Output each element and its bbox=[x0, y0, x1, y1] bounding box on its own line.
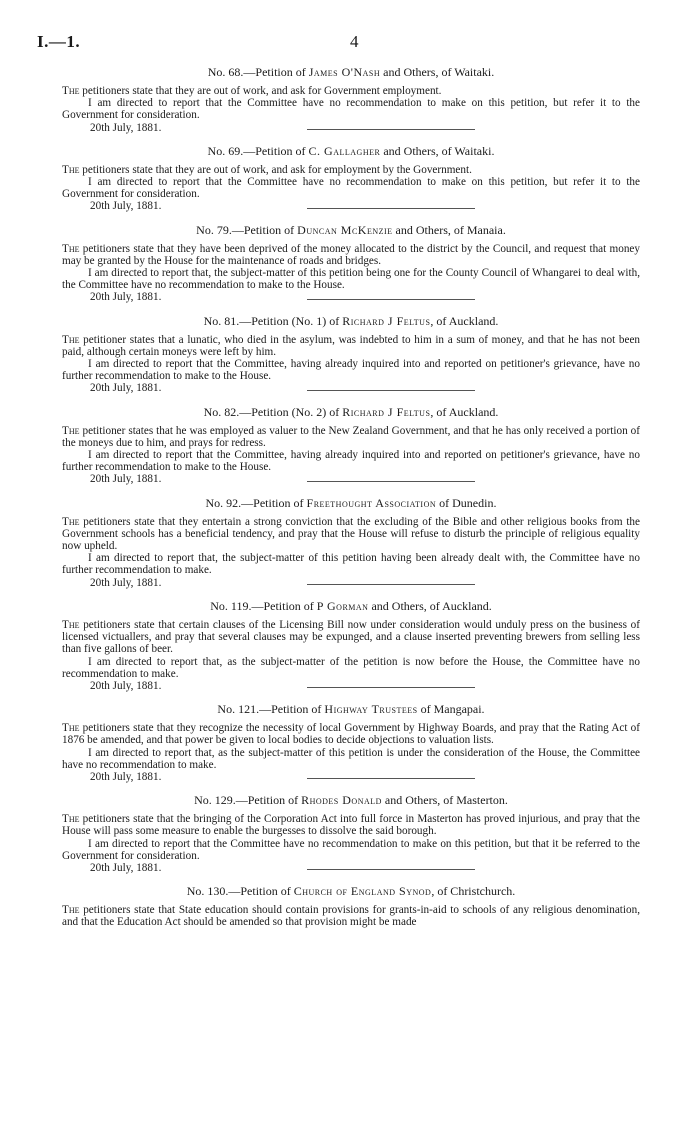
petition-number: No. 129.—Petition of bbox=[194, 793, 302, 808]
petition-number: No. 92.—Petition of bbox=[205, 495, 307, 510]
petition-origin: and Others, of Waitaki. bbox=[380, 143, 495, 158]
petition-number: No. 82.—Petition (No. 2) of bbox=[203, 404, 343, 419]
petition-origin: and Others, of Auckland. bbox=[368, 598, 492, 613]
section-divider bbox=[307, 869, 475, 870]
statement-text: petitioners state that State education should contain provisions for grants-in-aid to schools of any religious denomination, and that the Education Act should be amended so that provision might be made bbox=[62, 904, 640, 929]
petition-entry bbox=[62, 404, 640, 486]
committee-report: I am directed to report that, the subject-matter of this petition being one for the County Council of Whangarei to deal with, the Committee have no recommendation to make to the House. bbox=[62, 267, 640, 292]
statement-lead-word: The bbox=[62, 904, 80, 917]
paper-reference: I.—1. bbox=[37, 32, 81, 51]
petition-origin: and Others, of Waitaki. bbox=[380, 65, 495, 79]
report-date: 20th July, 1881. bbox=[90, 382, 162, 395]
petition-origin: , of Auckland. bbox=[430, 313, 499, 328]
petition-entry bbox=[62, 495, 640, 589]
petition-entry bbox=[62, 143, 640, 213]
petition-origin: and Others, of Manaia. bbox=[392, 222, 506, 237]
petition-statement bbox=[62, 904, 640, 928]
petition-title bbox=[62, 314, 640, 329]
committee-report: I am directed to report that the Committee have no recommendation to make on this petition, but refer it to the Government for consideration. bbox=[62, 176, 640, 201]
page-header bbox=[37, 32, 677, 54]
committee-report: I am directed to report that the Committee have no recommendation to make on this petition, but refer it to the Government for consideration. bbox=[62, 97, 640, 122]
petition-entry bbox=[62, 313, 640, 395]
petition-statement bbox=[62, 813, 640, 837]
petition-statement bbox=[62, 722, 640, 746]
statement-text: petitioners state that they have been deprived of the money allocated to the district by the Council, and request that money may be granted by the House for the maintenance of roads and bridges. bbox=[62, 242, 640, 267]
petition-number: No. 69.—Petition of bbox=[207, 143, 309, 158]
petition-title bbox=[62, 65, 640, 80]
petition-statement bbox=[62, 516, 640, 553]
statement-text: petitioners state that they recognize the necessity of local Government by Highway Boards, and pray that the Rating Act of 1876 be amended, and that power be given to local bodies to decide objections to valuation lists. bbox=[62, 722, 640, 747]
report-date: 20th July, 1881. bbox=[90, 679, 162, 692]
committee-report: I am directed to report that, the subject-matter of this petition having been already dealt with, the Committee have no further recommendation to make. bbox=[62, 552, 640, 577]
statement-lead-word: The bbox=[62, 515, 80, 528]
petition-title bbox=[62, 884, 640, 899]
petitioner-name: Highway Trustees bbox=[324, 702, 418, 717]
petition-number: No. 81.—Petition (No. 1) of bbox=[203, 313, 343, 328]
petition-entry bbox=[62, 598, 640, 692]
committee-report: I am directed to report that the Committee, having already inquired into and reported on petitioner's grievance, have no further recommendation to make to the House. bbox=[62, 449, 640, 474]
report-date: 20th July, 1881. bbox=[90, 291, 162, 304]
petition-statement bbox=[62, 243, 640, 267]
petition-title bbox=[62, 405, 640, 420]
petitioner-name: Richard J Feltus bbox=[342, 313, 431, 328]
petition-title bbox=[62, 223, 640, 238]
committee-report: I am directed to report that, as the subject-matter of the petition is now before the House, the Committee have no recommendation to make. bbox=[62, 655, 640, 680]
committee-report: I am directed to report that, as the subject-matter of this petition is under the consideration of the House, the Committee have no recommendation to make. bbox=[62, 746, 640, 771]
section-divider bbox=[307, 390, 475, 391]
petition-title bbox=[62, 702, 640, 717]
section-divider bbox=[307, 778, 475, 779]
petition-statement bbox=[62, 85, 640, 97]
petitioner-name: James O'Nash bbox=[308, 65, 381, 79]
statement-text: petitioners state that the bringing of the Corporation Act into full force in Masterton has proved injurious, and pray that the House will pass some measure to enable the burgesses to dissolve the said borough. bbox=[62, 813, 640, 838]
section-divider bbox=[307, 687, 475, 688]
statement-lead-word: The bbox=[62, 85, 80, 97]
statement-text: petitioner states that he was employed as valuer to the New Zealand Government, and that he has only received a portion of the moneys due to him, and prays for redress. bbox=[62, 424, 640, 449]
petitioner-name: Richard J Feltus bbox=[342, 404, 431, 419]
report-date: 20th July, 1881. bbox=[90, 770, 162, 783]
statement-lead-word: The bbox=[62, 618, 80, 631]
petition-origin: , of Auckland. bbox=[430, 404, 499, 419]
petition-number: No. 68.—Petition of bbox=[207, 65, 309, 79]
petitioner-name: Church of England Synod bbox=[293, 884, 432, 899]
petitions-list bbox=[62, 65, 640, 929]
petition-number: No. 79.—Petition of bbox=[196, 222, 298, 237]
petition-entry bbox=[62, 65, 640, 134]
petition-entry bbox=[62, 884, 640, 928]
petition-number: No. 119.—Petition of bbox=[210, 598, 317, 613]
statement-text: petitioners state that they are out of work, and ask for Government employment. bbox=[79, 85, 442, 97]
petition-statement bbox=[62, 164, 640, 176]
statement-text: petitioner states that a lunatic, who died in the asylum, was indebted to him in a sum of money, and that he has not been paid, although certain moneys were left by him. bbox=[62, 333, 640, 358]
committee-report: I am directed to report that the Committee have no recommendation to make on this petition, but that it be referred to the Government for consideration. bbox=[62, 837, 640, 862]
petition-entry bbox=[62, 793, 640, 874]
section-divider bbox=[307, 208, 475, 209]
petition-title bbox=[62, 144, 640, 159]
section-divider bbox=[307, 299, 475, 300]
petition-title bbox=[62, 496, 640, 511]
petitioner-name: Duncan McKenzie bbox=[297, 222, 393, 237]
petition-number: No. 130.—Petition of bbox=[186, 884, 294, 899]
petition-origin: and Others, of Masterton. bbox=[381, 793, 508, 808]
petition-entry bbox=[62, 702, 640, 783]
statement-text: petitioners state that they entertain a strong conviction that the excluding of the Bible and other religious books from the Government schools has a beneficial tendency, and pray that the House will refuse to disturb the principle of religious equality now upheld. bbox=[62, 515, 640, 553]
petition-number: No. 121.—Petition of bbox=[217, 702, 325, 717]
petition-statement bbox=[62, 619, 640, 656]
report-date: 20th July, 1881. bbox=[90, 861, 162, 874]
statement-lead-word: The bbox=[62, 242, 80, 255]
section-divider bbox=[307, 481, 475, 482]
petitioner-name: C. Gallagher bbox=[308, 143, 381, 158]
petition-origin: of Mangapai. bbox=[417, 702, 485, 717]
petition-statement bbox=[62, 334, 640, 358]
report-date: 20th July, 1881. bbox=[90, 121, 162, 134]
statement-lead-word: The bbox=[62, 333, 80, 346]
section-divider bbox=[307, 129, 475, 130]
statement-lead-word: The bbox=[62, 813, 80, 826]
statement-text: petitioners state that certain clauses of the Licensing Bill now under consideration would unduly press on the business of licensed victuallers, and pray that several clauses may be expunged, and a clause inserted preventing brewers from selling less than five gallons of beer. bbox=[62, 618, 640, 656]
petitioner-name: P Gorman bbox=[316, 598, 369, 613]
petition-entry bbox=[62, 222, 640, 304]
petition-title bbox=[62, 793, 640, 808]
petition-origin: of Dunedin. bbox=[436, 495, 497, 510]
petition-title bbox=[62, 599, 640, 614]
petition-origin: , of Christchurch. bbox=[431, 884, 516, 899]
statement-lead-word: The bbox=[62, 424, 80, 437]
petitioner-name: Freethought Association bbox=[306, 495, 437, 510]
section-divider bbox=[307, 584, 475, 585]
report-date: 20th July, 1881. bbox=[90, 473, 162, 486]
page-number: 4 bbox=[350, 32, 359, 51]
report-date: 20th July, 1881. bbox=[90, 576, 162, 589]
report-date: 20th July, 1881. bbox=[90, 200, 162, 213]
committee-report: I am directed to report that the Committee, having already inquired into and reported on petitioner's grievance, have no further recommendation to make to the House. bbox=[62, 358, 640, 383]
petitioner-name: Rhodes Donald bbox=[301, 793, 382, 808]
petition-statement bbox=[62, 425, 640, 449]
statement-lead-word: The bbox=[62, 722, 80, 735]
statement-text: petitioners state that they are out of work, and ask for employment by the Government. bbox=[79, 163, 472, 176]
statement-lead-word: The bbox=[62, 163, 80, 176]
